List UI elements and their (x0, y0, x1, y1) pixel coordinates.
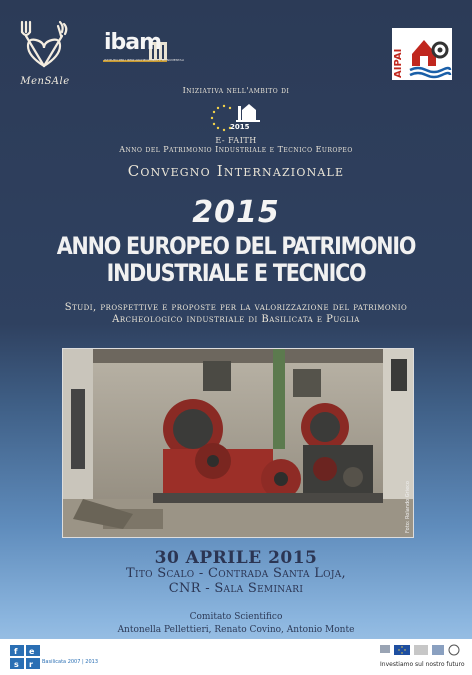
committee-label: Comitato Scientifico (189, 612, 283, 622)
subtitle-line-2: Archeologico industriale di Basilicata e Puglia (112, 314, 360, 325)
convegno-label: Convegno Internazionale (127, 162, 345, 180)
svg-text:e: e (29, 647, 35, 656)
svg-text:s: s (14, 660, 19, 669)
title-year: 2015 (192, 195, 280, 230)
industrial-machinery-photo (62, 348, 414, 538)
event-location-line-1: Tito Scalo - Contrada Santa Loja, (126, 566, 346, 581)
svg-text:f: f (14, 647, 18, 656)
eu-year-label: 2015 (230, 123, 250, 131)
iniziativa-label: Iniziativa nell'ambito di (182, 86, 290, 95)
faith-label: E- FAITH (215, 136, 257, 145)
event-date: 30 APRILE 2015 (154, 548, 318, 568)
event-location-line-2: CNR - Sala Seminari (168, 581, 304, 596)
invest-caption: Investiamo sul nostro futuro (380, 661, 465, 668)
fesr-caption: Basilicata 2007 | 2013 (42, 659, 99, 665)
title-line-2: INDUSTRIALE E TECNICO (106, 259, 366, 287)
photo-credit: Foto: Rolando Grieco (405, 480, 411, 533)
ibam-wordmark: ibam (104, 30, 162, 55)
faith-description: Anno del Patrimonio Industriale e Tecnico Europeo (119, 145, 353, 154)
ibam-subtitle: ISTITUTO PER I BENI ARCHEOLOGICI E MONUMENTALI (104, 58, 185, 62)
institutional-logos (380, 643, 466, 657)
subtitle-line-1: Studi, prospettive e proposte per la valorizzazione del patrimonio (64, 302, 408, 313)
aipai-wordmark: AIPAI (393, 48, 404, 78)
svg-text:r: r (29, 660, 33, 669)
title-line-1: ANNO EUROPEO DEL PATRIMONIO (56, 232, 416, 260)
machinery-illustration (63, 349, 413, 537)
committee-names: Antonella Pellettieri, Renato Covino, Antonio Monte (117, 625, 355, 635)
mensale-wordmark: MenSAle (20, 76, 70, 87)
fesr-logo (10, 645, 40, 669)
